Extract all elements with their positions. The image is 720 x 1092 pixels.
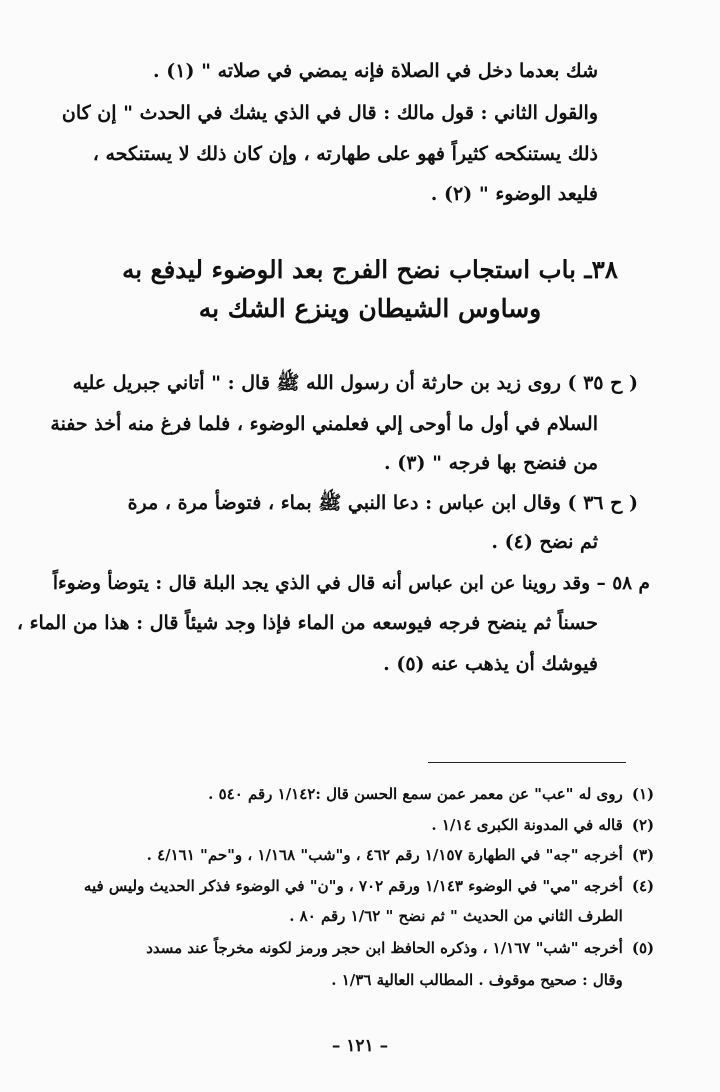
athar-58-line-1: م ٥٨ – وقد روينا عن ابن عباس أنه قال في الذي يجد البلة قال : يتوضأ وضوءاً	[52, 573, 650, 594]
hadith-36-line-1: ( ح ٣٦ ) وقال ابن عباس : دعا النبي ﷺ بماء ، فتوضأ مرة ، مرة	[127, 492, 638, 514]
intro-line-1: شك بعدما دخل في الصلاة فإنه يمضي في صلاته " (١) .	[153, 60, 598, 82]
hadith-35-line-2: السلام في أول ما أوحى إلي فعلمني الوضوء ، فلما فرغ منه أخذ حفنة	[50, 413, 598, 435]
footnote-number: (١)	[631, 785, 655, 803]
athar-58-line-3: فيوشك أن يذهب عنه (٥) .	[383, 653, 598, 675]
footnote-text: أخرجه "مي" في الوضوء ١/١٤٣ ورقم ٧٠٢ ، و"ن" في الوضوء فذكر الحديث وليس فيه	[83, 877, 623, 895]
athar-58-line-2: حسناً ثم ينضح فرجه فيوسعه من الماء فإذا وجد شيئاً قال : هذا من الماء ،	[16, 612, 598, 634]
footnote-text: الطرف الثاني من الحديث " ثم نضح " ١/٦٢ رقم ٨٠ .	[289, 907, 623, 925]
hadith-35-line-1: ( ح ٣٥ ) روى زيد بن حارثة أن رسول الله ﷺ قال : " أتاني جبريل عليه	[72, 372, 638, 394]
footnote-3	[147, 846, 658, 864]
footnote-text: روى له "عب" عن معمر عمن سمع الحسن قال :١/١٤٢ رقم ٥٤٠ .	[208, 785, 623, 803]
footnote-text: أخرجه "شب" ١/١٦٧ ، وذكره الحافظ ابن حجر ورمز لكونه مخرجاً عند مسدد	[146, 939, 623, 957]
footnote-text: قاله في المدونة الكبرى ١/١٤ .	[431, 816, 623, 834]
footnote-number: (٢)	[631, 816, 655, 834]
footnote-5	[146, 939, 658, 957]
footnote-4-continuation	[289, 907, 658, 925]
footnote-1	[208, 785, 658, 803]
footnote-text: أخرجه "جه" في الطهارة ١/١٥٧ رقم ٤٦٢ ، و"شب" ١/١٦٨ ، و"حم" ٤/١٦١ .	[146, 846, 623, 864]
footnote-number: (٣)	[631, 846, 655, 864]
footnote-divider	[428, 762, 626, 763]
hadith-36-line-2: ثم نضح (٤) .	[491, 531, 598, 553]
page-number: – ١٢١ –	[331, 1036, 389, 1056]
footnote-4	[84, 877, 658, 895]
intro-line-2: والقول الثاني : قول مالك : قال في الذي يشك في الحدث " إن كان	[61, 102, 598, 124]
chapter-title-line-2: وساوس الشيطان وينزع الشك به	[198, 294, 542, 323]
intro-line-3: ذلك يستنكحه كثيراً فهو على طهارته ، وإن كان ذلك لا يستنكحه ،	[92, 143, 598, 165]
footnote-text: وقال : صحيح موقوف . المطالب العالية ١/٣٦ .	[331, 971, 623, 989]
chapter-title-line-1: ٣٨ـ باب استجاب نضح الفرج بعد الوضوء ليدفع به	[122, 255, 618, 284]
footnote-number: (٤)	[631, 877, 655, 895]
hadith-35-line-3: من فنضح بها فرجه " (٣) .	[384, 452, 598, 474]
footnote-number: (٥)	[631, 939, 655, 957]
intro-line-4: فليعد الوضوء " (٢) .	[430, 183, 598, 205]
footnote-5-continuation	[331, 971, 658, 989]
footnote-2	[431, 816, 658, 834]
